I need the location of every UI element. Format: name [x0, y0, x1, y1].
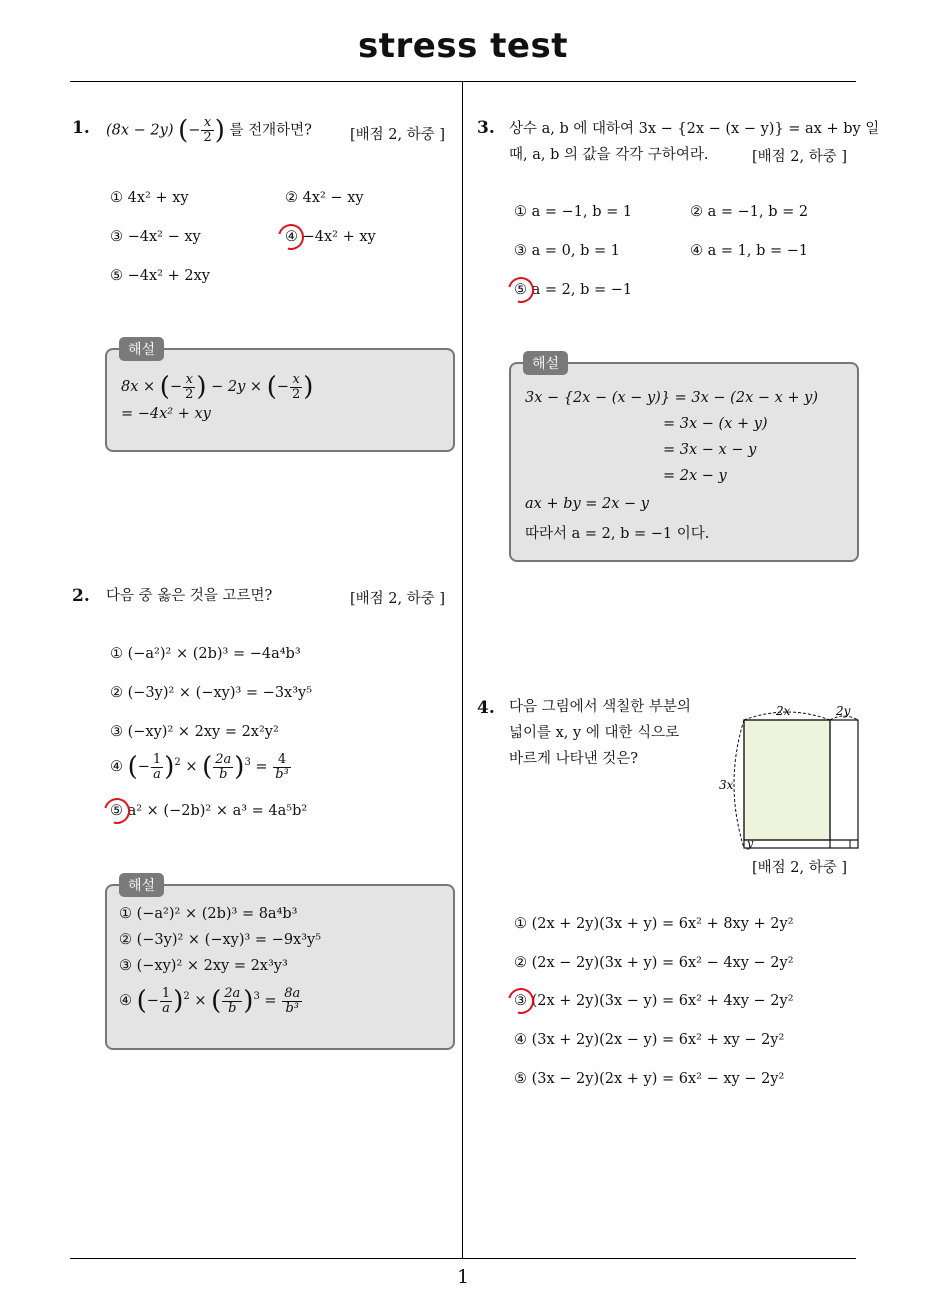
question-number: 4.	[477, 698, 495, 718]
score-meta: [배점 2, 하중 ]	[752, 860, 848, 876]
page-number: 1	[456, 1266, 470, 1288]
top-rule	[70, 81, 856, 82]
option-1[interactable]: ① a = −1, b = 1	[514, 204, 633, 220]
solution-label: 해설	[119, 873, 164, 897]
question-text: 상수 a, b 에 대하여 3x − {2x − (x − y)} = ax + by 일	[509, 121, 880, 137]
answer-mark	[99, 793, 135, 829]
solution-box	[105, 348, 455, 452]
question-text: 때, a, b 의 값을 각각 구하여라.	[509, 147, 709, 163]
solution-box	[509, 362, 859, 562]
solution-line: 8x × (− $\frac{x}{2}$ ) − 2y × (− $\frac{x}{2}$ )	[121, 371, 314, 402]
answer-mark	[273, 219, 309, 255]
label-2x: 2x	[776, 704, 791, 718]
option-5[interactable]: ⑤ a = 2, b = −1	[514, 282, 633, 298]
option-4[interactable]: ④ a = 1, b = −1	[690, 243, 809, 259]
solution-line: 3x − {2x − (x − y)} = 3x − (2x − x + y)	[525, 390, 819, 406]
question-text: 바르게 나타낸 것은?	[509, 751, 639, 767]
option-4[interactable]: ④ (3x + 2y)(2x − y) = 6x² + xy − 2y²	[514, 1032, 785, 1048]
solution-line: ① (−a²)² × (2b)³ = 8a⁴b³	[119, 906, 298, 922]
solution-label: 해설	[119, 337, 164, 361]
question-number: 1.	[72, 118, 90, 138]
page-title: stress test	[358, 26, 568, 66]
option-1[interactable]: ① (−a²)² × (2b)³ = −4a⁴b³	[110, 646, 301, 662]
solution-line: 따라서 a = 2, b = −1 이다.	[525, 526, 710, 542]
column-divider	[462, 82, 463, 1258]
solution-line: ax + by = 2x − y	[525, 496, 649, 512]
option-5[interactable]: ⑤ (3x − 2y)(2x + y) = 6x² − xy − 2y²	[514, 1071, 785, 1087]
option-5[interactable]: ⑤ −4x² + 2xy	[110, 268, 210, 284]
solution-line: = −4x² + xy	[121, 406, 211, 422]
solution-line: = 3x − (x + y)	[663, 416, 768, 432]
question-text: 넓이를 x, y 에 대한 식으로	[509, 725, 680, 741]
option-3[interactable]: ③ (2x + 2y)(3x − y) = 6x² + 4xy − 2y²	[514, 993, 794, 1009]
option-1[interactable]: ① (2x + 2y)(3x + y) = 6x² + 8xy + 2y²	[514, 916, 794, 932]
option-3[interactable]: ③ a = 0, b = 1	[514, 243, 620, 259]
option-2[interactable]: ② (−3y)² × (−xy)³ = −3x³y⁵	[110, 685, 313, 701]
label-y: y	[747, 837, 754, 850]
bottom-rule	[70, 1258, 856, 1259]
label-3x: 3x	[719, 778, 734, 792]
score-meta: [배점 2, 하중 ]	[752, 149, 848, 165]
option-2[interactable]: ② 4x² − xy	[285, 190, 364, 206]
answer-mark	[503, 983, 539, 1019]
shaded-region	[744, 720, 830, 840]
option-3[interactable]: ③ −4x² − xy	[110, 229, 201, 245]
score-meta: [배점 2, 하중 ]	[350, 591, 446, 607]
option-4[interactable]: ④ (− $\frac{1}{a}$ )$^2$ × ( $\frac{2a}{b}$ )$^3$ = $\frac{4}{\text{b³}}$	[110, 751, 289, 782]
solution-line: ④ (− $\frac{1}{a}$ )$^2$ × ( $\frac{2a}{b}$ )$^3$ = $\frac{8a}{\text{b³}}$	[119, 985, 301, 1016]
label-2y: 2y	[836, 704, 851, 718]
score-meta: [배점 2, 하중 ]	[350, 127, 446, 143]
question-number: 3.	[477, 118, 495, 138]
option-1[interactable]: ① 4x² + xy	[110, 190, 189, 206]
solution-line: = 3x − x − y	[663, 442, 757, 458]
option-2[interactable]: ② (2x − 2y)(3x + y) = 6x² − 4xy − 2y²	[514, 955, 794, 971]
question-text: 다음 그림에서 색칠한 부분의	[509, 699, 691, 715]
solution-box	[105, 884, 455, 1050]
solution-line: ② (−3y)² × (−xy)³ = −9x³y⁵	[119, 932, 322, 948]
option-2[interactable]: ② a = −1, b = 2	[690, 204, 809, 220]
rectangle-figure	[714, 700, 860, 850]
question-text: 다음 중 옳은 것을 고르면?	[106, 588, 273, 604]
question-text: (8x − 2y) (− $\frac{x}{2}$ ) 를 전개하면?	[106, 115, 312, 146]
answer-mark	[503, 272, 539, 308]
question-number: 2.	[72, 586, 90, 606]
option-4[interactable]: ④ −4x² + xy	[285, 229, 376, 245]
solution-label: 해설	[523, 351, 568, 375]
solution-line: ③ (−xy)² × 2xy = 2x³y³	[119, 958, 288, 974]
solution-line: = 2x − y	[663, 468, 727, 484]
option-3[interactable]: ③ (−xy)² × 2xy = 2x²y²	[110, 724, 279, 740]
option-5[interactable]: ⑤ a² × (−2b)² × a³ = 4a⁵b²	[110, 803, 308, 819]
